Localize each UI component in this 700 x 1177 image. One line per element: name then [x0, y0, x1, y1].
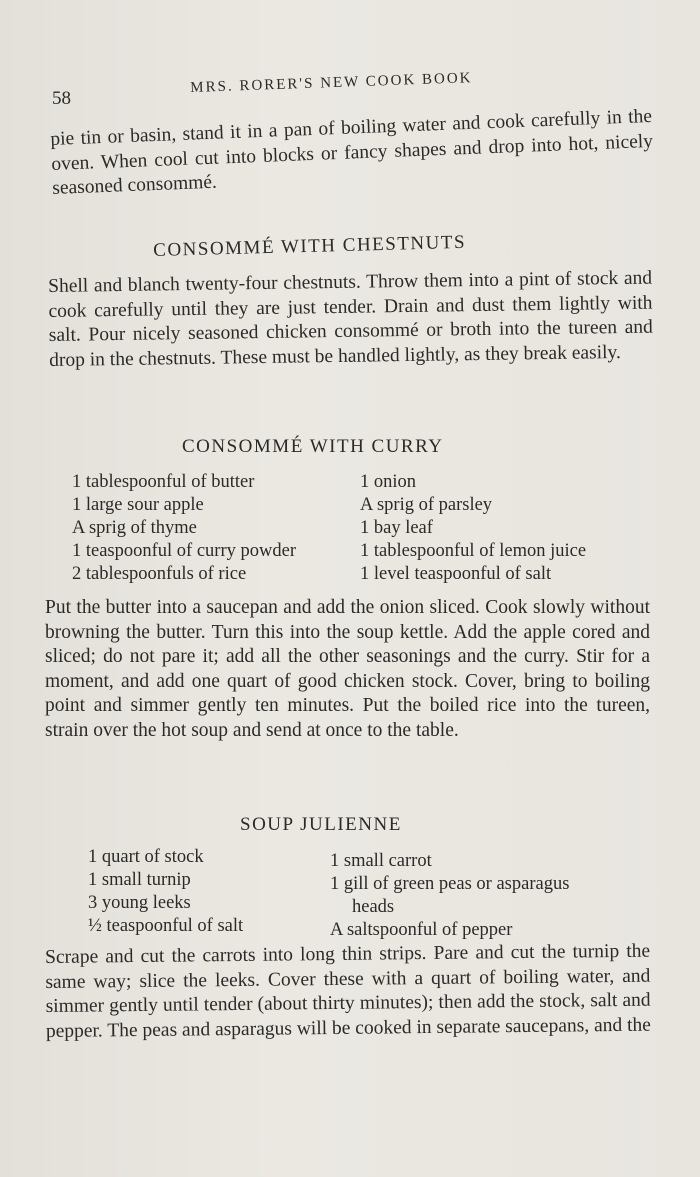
page-number: 58 — [52, 88, 71, 109]
section-title-curry: CONSOMMÉ WITH CURRY — [182, 436, 444, 457]
ingredient: 1 level teaspoonful of salt — [360, 564, 552, 584]
julienne-ingredients-left — [88, 846, 243, 938]
ingredient: 1 small turnip — [88, 870, 191, 890]
ingredient: 1 gill of green peas or asparagus — [330, 874, 570, 894]
ingredient: A saltspoonful of pepper — [330, 920, 513, 940]
ingredient: 2 tablespoonfuls of rice — [72, 564, 247, 584]
ingredient: 1 tablespoonful of butter — [72, 472, 255, 492]
ingredient: 3 young leeks — [88, 893, 191, 913]
julienne-paragraph: Scrape and cut the carrots into long thin strips. Pare and cut the turnip the same way; slice the leeks. Cover these with a quart of boiling water, and simmer gently until tender (about thirty minutes); then add the stock, salt and pepper. The peas and asparagus will be cooked in separate saucepans, and the — [45, 940, 651, 1042]
ingredient: A sprig of parsley — [360, 495, 493, 515]
ingredient: 1 large sour apple — [72, 495, 204, 515]
ingredient: A sprig of thyme — [72, 518, 197, 538]
ingredient: 1 bay leaf — [360, 518, 433, 538]
ingredient: 1 small carrot — [330, 851, 432, 871]
curry-ingredients-left — [72, 471, 296, 586]
curry-paragraph: Put the butter into a saucepan and add the onion sliced. Cook slowly without browning the butter. Turn this into the soup kettle. Add the apple cored and sliced; do not pare it; add all the other seasonings and the curry. Stir for a moment, and add one quart of good chicken stock. Cover, bring to boiling point and simmer gently ten minutes. Put the boiled rice into the tureen, strain over the hot soup and send at once to the table. — [45, 597, 650, 741]
julienne-ingredients-right — [330, 850, 569, 942]
ingredient: 1 tablespoonful of lemon juice — [360, 541, 587, 561]
section-title-julienne: SOUP JULIENNE — [240, 814, 402, 835]
ingredient: heads — [352, 897, 395, 917]
section-title-chestnuts: CONSOMMÉ WITH CHESTNUTS — [153, 231, 467, 261]
ingredient: 1 quart of stock — [88, 847, 204, 867]
curry-ingredients-right — [360, 471, 586, 586]
continuation-paragraph: pie tin or basin, stand it in a pan of boiling water and cook carefully in the oven. When cool cut into blocks or fancy shapes and drop into hot, nicely seasoned consommé. — [50, 105, 654, 199]
chestnuts-paragraph: Shell and blanch twenty-four chestnuts. Throw them into a pint of stock and cook carefully until they are just tender. Drain and dust them lightly with salt. Pour nicely seasoned chicken consommé or broth into the tureen and drop in the chestnuts. These must be handled lightly, as they break easily. — [48, 267, 653, 371]
running-title: MRS. RORER'S NEW COOK BOOK — [190, 70, 473, 96]
ingredient: 1 teaspoonful of curry powder — [72, 541, 296, 561]
curry-ingredients — [72, 471, 652, 586]
julienne-ingredients — [88, 846, 648, 946]
ingredient: 1 onion — [360, 472, 417, 492]
ingredient: ½ teaspoonful of salt — [88, 916, 244, 936]
